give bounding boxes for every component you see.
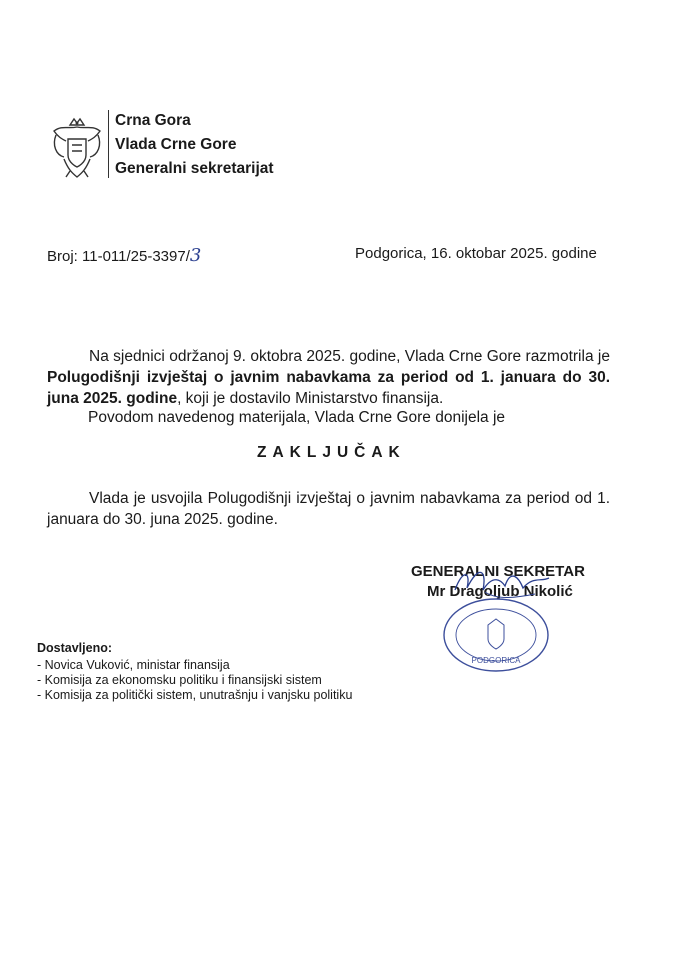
issuer-country: Crna Gora — [115, 112, 191, 129]
paragraph-conclusion: Vlada je usvojila Polugodišnji izvještaj o javnim nabavkama za period od 1. januara do 30. juna 2025. godine. — [47, 490, 610, 528]
paragraph-session-intro: Na sjednici održanoj 9. oktobra 2025. godine, Vlada Crne Gore razmotrila je — [89, 348, 610, 365]
montenegro-coat-of-arms-icon — [48, 115, 106, 181]
distribution-item: - Novica Vuković, ministar finansija — [37, 658, 230, 672]
header-divider — [108, 110, 109, 178]
conclusion-heading: ZAKLJUČAK — [257, 444, 406, 461]
distribution-item: - Komisija za ekonomsku politiku i finansijski sistem — [37, 673, 322, 687]
distribution-title: Dostavljeno: — [37, 641, 113, 655]
reference-number-label: Broj: 11-011/25-3397/ — [47, 248, 190, 265]
issuer-header — [115, 109, 274, 181]
report-title: Polugodišnji izvještaj o javnim nabavkama za period od 1. januara do 30. juna 2025. godine — [47, 369, 610, 407]
paragraph-decision-intro: Povodom navedenog materijala, Vlada Crne Gore donijela je — [88, 409, 506, 426]
official-stamp — [440, 595, 552, 673]
document-date: Podgorica, 16. oktobar 2025. godine — [355, 245, 597, 262]
reference-number — [47, 245, 201, 266]
signatory-name: Mr Dragoljub Nikolić — [427, 583, 573, 600]
issuer-secretariat: Generalni sekretarijat — [115, 160, 274, 177]
paragraph-session — [47, 346, 610, 409]
stamp-city-text: PODGORICA — [471, 656, 521, 665]
distribution-item: - Komisija za politički sistem, unutrašnju i vanjsku politiku — [37, 688, 353, 702]
issuer-government: Vlada Crne Gore — [115, 136, 237, 153]
signatory-title: GENERALNI SEKRETAR — [411, 563, 585, 580]
distribution-list — [37, 658, 352, 703]
reference-number-handwritten: 3 — [189, 245, 202, 266]
paragraph-session-end: , koji je dostavilo Ministarstvo finansija. — [177, 390, 444, 407]
